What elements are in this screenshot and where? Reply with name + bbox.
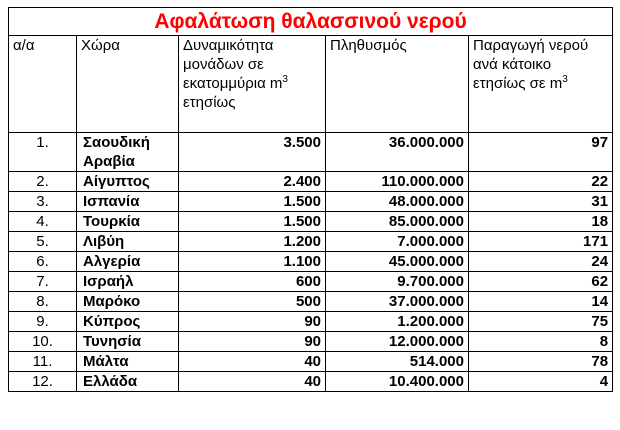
superscript-three: 3 (562, 74, 568, 85)
row-country (77, 372, 179, 392)
row-country (77, 292, 179, 312)
table-row (9, 232, 613, 252)
row-country (77, 312, 179, 332)
row-production: 24 (469, 252, 613, 272)
row-population: 37.000.000 (326, 292, 469, 312)
row-country (77, 252, 179, 272)
row-index: 6. (9, 252, 77, 272)
table-row (9, 252, 613, 272)
superscript-three: 3 (282, 74, 288, 85)
row-capacity: 2.400 (179, 172, 326, 192)
row-population: 10.400.000 (326, 372, 469, 392)
table-row (9, 332, 613, 352)
row-country-line: Αλγερία (83, 253, 141, 270)
header-population: Πληθυσμός (326, 36, 469, 133)
title-row (9, 8, 613, 36)
row-country (77, 172, 179, 192)
row-index: 2. (9, 172, 77, 192)
row-production: 97 (469, 133, 613, 172)
row-country-line: Τουρκία (83, 213, 140, 230)
row-production: 171 (469, 232, 613, 252)
row-index: 1. (9, 133, 77, 172)
row-population: 9.700.000 (326, 272, 469, 292)
row-capacity: 500 (179, 292, 326, 312)
row-capacity: 3.500 (179, 133, 326, 172)
header-capacity-line: ετησίως (183, 94, 236, 111)
row-capacity: 1.100 (179, 252, 326, 272)
row-index: 8. (9, 292, 77, 312)
row-country (77, 352, 179, 372)
row-country-line: Ισπανία (83, 193, 140, 210)
row-capacity: 90 (179, 332, 326, 352)
header-production-line: Παραγωγή νερού (473, 37, 589, 54)
header-production-line: ετησίως σε $m^3$ (473, 74, 568, 92)
desalination-table-container (8, 7, 612, 392)
header-production-line: ανά κάτοικο (473, 56, 552, 73)
row-country (77, 133, 179, 172)
table-row (9, 133, 613, 172)
row-index: 11. (9, 352, 77, 372)
header-row (9, 36, 613, 133)
row-country-line: Ελλάδα (83, 373, 138, 390)
desalination-table (8, 7, 613, 392)
row-country (77, 272, 179, 292)
header-capacity-line: Δυναμικότητα (183, 37, 274, 54)
row-country-line: Μαρόκο (83, 293, 141, 310)
row-production: 22 (469, 172, 613, 192)
table-row (9, 312, 613, 332)
row-population: 36.000.000 (326, 133, 469, 172)
row-population: 110.000.000 (326, 172, 469, 192)
row-country-line: Λιβύη (83, 233, 125, 250)
row-country (77, 332, 179, 352)
row-population: 1.200.000 (326, 312, 469, 332)
row-index: 9. (9, 312, 77, 332)
row-production: 14 (469, 292, 613, 312)
row-capacity: 600 (179, 272, 326, 292)
row-country-line: Σαουδική (83, 134, 150, 151)
row-country-line: Αραβία (83, 153, 135, 170)
row-population: 85.000.000 (326, 212, 469, 232)
header-country: Χώρα (77, 36, 179, 133)
table-row (9, 372, 613, 392)
row-capacity: 40 (179, 372, 326, 392)
row-production: 75 (469, 312, 613, 332)
table-row (9, 292, 613, 312)
header-idx: α/α (9, 36, 77, 133)
row-index: 10. (9, 332, 77, 352)
row-population: 514.000 (326, 352, 469, 372)
row-production: 8 (469, 332, 613, 352)
row-population: 7.000.000 (326, 232, 469, 252)
row-country-line: Τυνησία (83, 333, 141, 350)
row-population: 45.000.000 (326, 252, 469, 272)
row-production: 18 (469, 212, 613, 232)
header-production (469, 36, 613, 133)
row-capacity: 40 (179, 352, 326, 372)
table-row (9, 212, 613, 232)
row-index: 4. (9, 212, 77, 232)
row-country-line: Ισραήλ (83, 273, 134, 290)
table-row (9, 192, 613, 212)
row-production: 62 (469, 272, 613, 292)
row-country (77, 212, 179, 232)
row-index: 3. (9, 192, 77, 212)
row-index: 12. (9, 372, 77, 392)
row-country (77, 192, 179, 212)
row-capacity: 1.200 (179, 232, 326, 252)
header-capacity (179, 36, 326, 133)
table-row (9, 172, 613, 192)
table-row (9, 352, 613, 372)
row-production: 4 (469, 372, 613, 392)
row-country (77, 232, 179, 252)
row-capacity: 1.500 (179, 192, 326, 212)
row-production: 78 (469, 352, 613, 372)
row-index: 7. (9, 272, 77, 292)
row-index: 5. (9, 232, 77, 252)
row-capacity: 90 (179, 312, 326, 332)
row-country-line: Μάλτα (83, 353, 129, 370)
table-row (9, 272, 613, 292)
row-capacity: 1.500 (179, 212, 326, 232)
row-population: 12.000.000 (326, 332, 469, 352)
row-country-line: Κύπρος (83, 313, 141, 330)
table-title: Αφαλάτωση θαλασσινού νερού (9, 8, 613, 36)
header-capacity-line: μονάδων σε (183, 56, 264, 73)
row-population: 48.000.000 (326, 192, 469, 212)
row-production: 31 (469, 192, 613, 212)
row-country-line: Αίγυπτος (83, 173, 150, 190)
header-capacity-line: εκατομμύρια $m^3$ (183, 74, 288, 92)
